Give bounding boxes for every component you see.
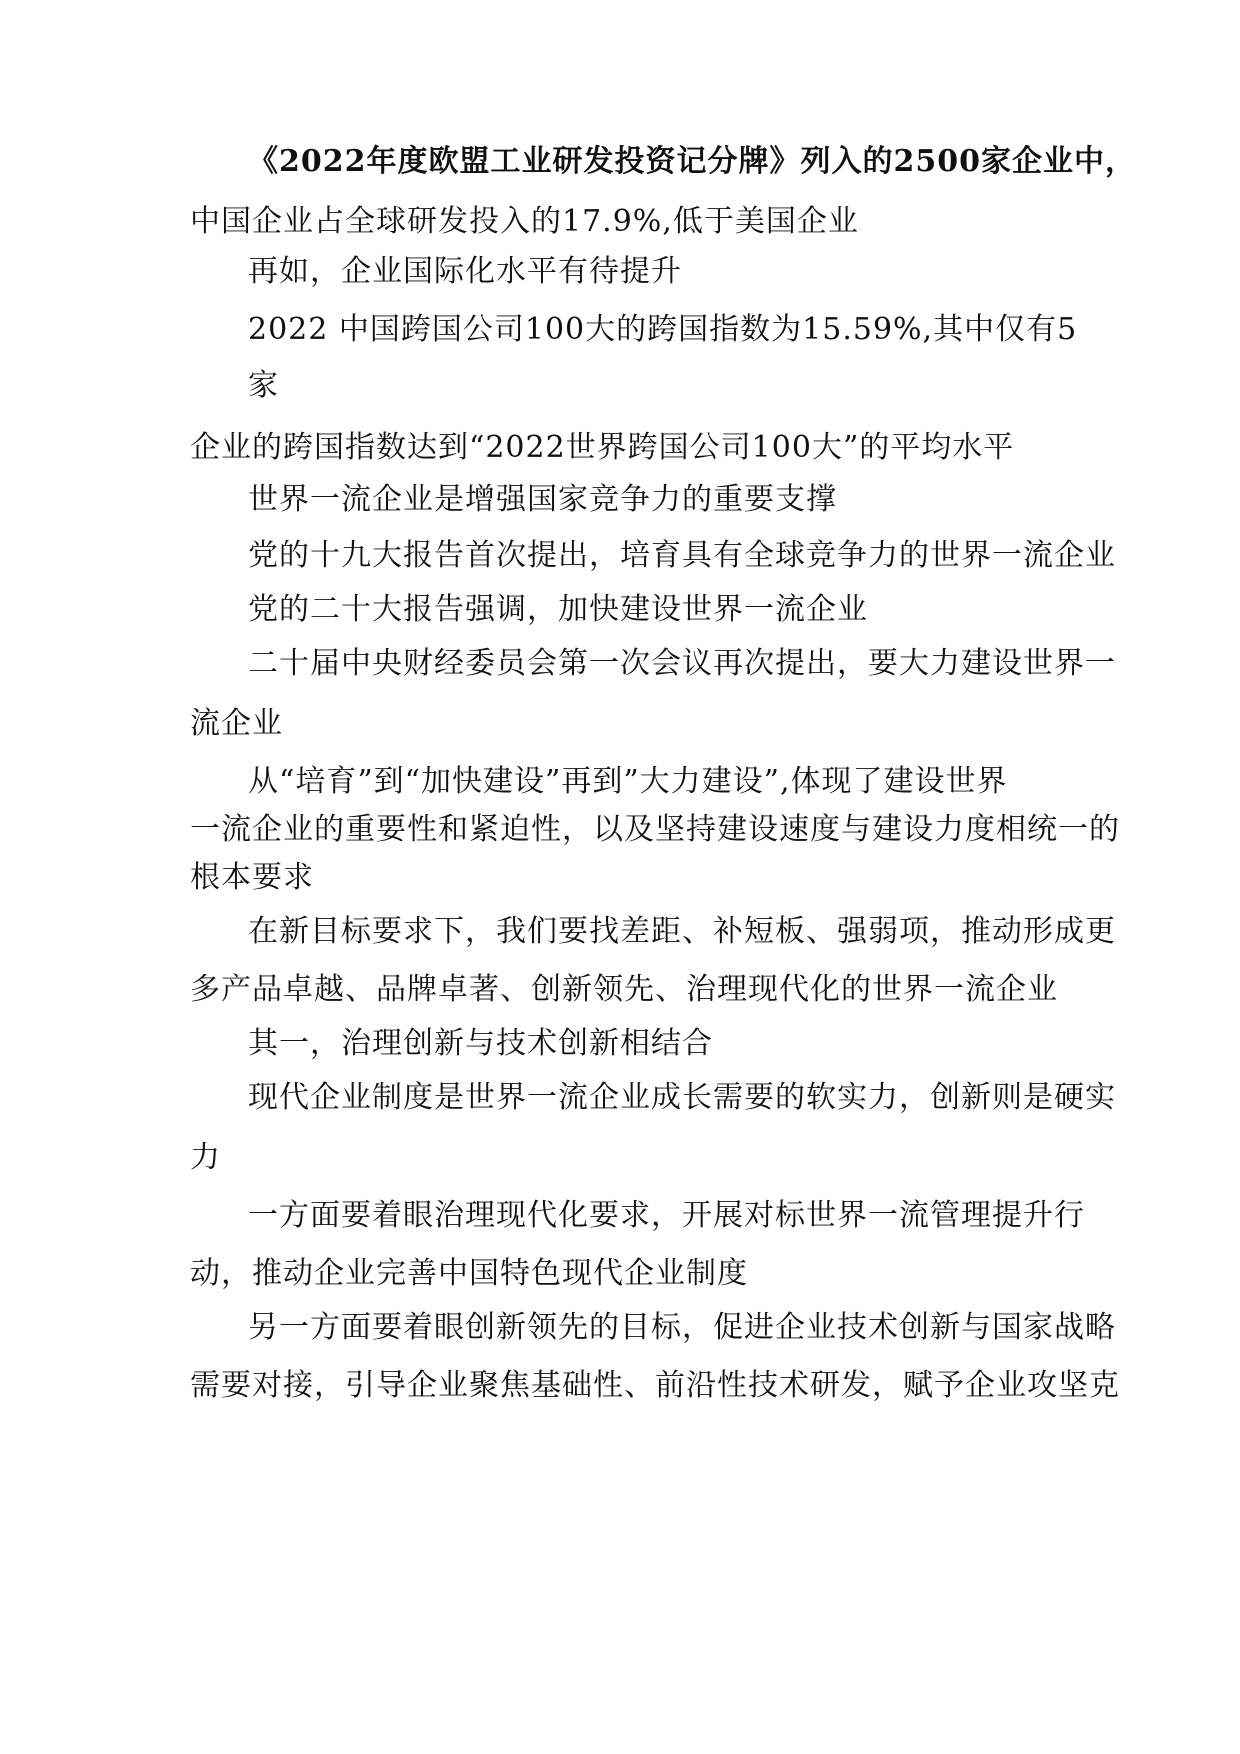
- text-line: 世界一流企业是增强国家竞争力的重要支撑: [248, 482, 837, 517]
- text-line: 中国企业占全球研发投入的17.9%,低于美国企业: [190, 204, 859, 239]
- text-line: 党的二十大报告强调，加快建设世界一流企业: [248, 592, 868, 627]
- text-line: 现代企业制度是世界一流企业成长需要的软实力，创新则是硬实: [248, 1080, 1116, 1115]
- text-line: 家: [248, 368, 279, 403]
- text-line: 再如，企业国际化水平有待提升: [248, 254, 682, 289]
- text-line: 在新目标要求下，我们要找差距、补短板、强弱项，推动形成更: [248, 914, 1116, 949]
- text-line: 力: [190, 1140, 221, 1175]
- text-line: 其一，治理创新与技术创新相结合: [248, 1026, 713, 1061]
- text-line: 一方面要着眼治理现代化要求，开展对标世界一流管理提升行: [248, 1198, 1085, 1233]
- text-line: 二十届中央财经委员会第一次会议再次提出，要大力建设世界一: [248, 646, 1116, 681]
- text-line: 动，推动企业完善中国特色现代企业制度: [190, 1256, 748, 1291]
- text-line: 企业的跨国指数达到“2022世界跨国公司100大”的平均水平: [190, 430, 1015, 465]
- text-line: 一流企业的重要性和紧迫性，以及坚持建设速度与建设力度相统一的: [190, 812, 1120, 847]
- text-line: 党的十九大报告首次提出，培育具有全球竞争力的世界一流企业: [248, 538, 1116, 573]
- text-line: 《2022年度欧盟工业研发投资记分牌》列入的2500家企业中，: [248, 144, 1136, 179]
- text-line: 需要对接，引导企业聚焦基础性、前沿性技术研发，赋予企业攻坚克: [190, 1368, 1120, 1403]
- text-line: 流企业: [190, 706, 283, 741]
- text-line: 多产品卓越、品牌卓著、创新领先、治理现代化的世界一流企业: [190, 972, 1058, 1007]
- text-line: 2022 中国跨国公司100大的跨国指数为15.59%,其中仅有5: [248, 312, 1078, 347]
- text-line: 根本要求: [190, 860, 314, 895]
- text-line: 从“培育”到“加快建设”再到”大力建设”,体现了建设世界: [248, 764, 1008, 799]
- text-line: 另一方面要着眼创新领先的目标，促进企业技术创新与国家战略: [248, 1310, 1116, 1345]
